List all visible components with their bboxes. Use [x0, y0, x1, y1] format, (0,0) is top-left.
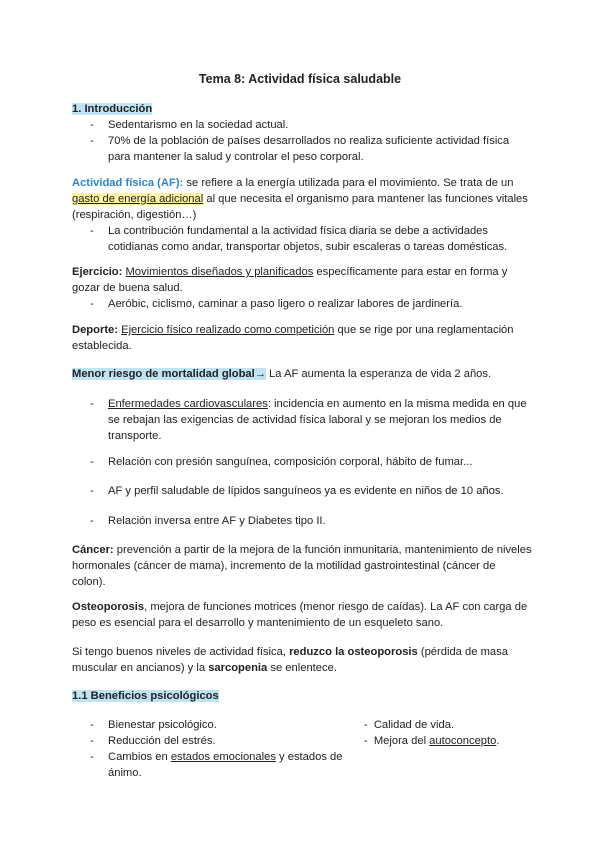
- psico-list-right: [364, 717, 532, 781]
- intro-list: [72, 117, 532, 165]
- list-item: - Sedentarismo en la sociedad actual.: [72, 117, 532, 133]
- ejercicio-section: [72, 264, 532, 312]
- af-paragraph: Actividad física (AF): se refiere a la energía utilizada para el movimiento. Se trata de un gasto de energía adicional al que necesita el organismo para mantener las funciones vitales (respiración, digestión…): [72, 177, 528, 221]
- af-list: [72, 223, 532, 255]
- intro-heading: 1. Introducción: [72, 103, 153, 115]
- niveles-section: Si tengo buenos niveles de actividad física, reduzco la osteoporosis (pérdida de masa muscular en ancianos) y la sarcopenia se enlentece.: [72, 646, 508, 674]
- psico-list-left: [72, 717, 364, 781]
- intro-section: [72, 101, 532, 165]
- list-item: - Cambios en estados emocionales y estados de ánimo.: [72, 749, 364, 781]
- deporte-section: Deporte: Ejercicio físico realizado como competición que se rige por una reglamentación establecida.: [72, 324, 514, 352]
- osteo-term: Osteoporosis: [72, 601, 145, 613]
- list-item: - La contribución fundamental a la actividad física diaria se debe a actividades cotidianas como andar, transportar objetos, subir escaleras o tareas domésticas.: [72, 223, 532, 255]
- list-item: - Aeróbic, ciclismo, caminar a paso ligero o realizar labores de jardinería.: [72, 296, 532, 312]
- psico-heading: 1.1 Beneficios psicológicos: [72, 690, 219, 702]
- mortalidad-list-4: [72, 513, 532, 529]
- cancer-term: Cáncer:: [72, 544, 114, 556]
- list-item: - Calidad de vida.: [364, 717, 532, 733]
- list-item: - 70% de la población de países desarrollados no realiza suficiente actividad física para mantener la salud y controlar el peso corporal.: [72, 133, 532, 165]
- psico-lists: [72, 717, 532, 781]
- mortalidad-list-3: [72, 483, 532, 499]
- list-item: - Relación con presión sanguínea, composición corporal, hábito de fumar...: [72, 454, 532, 470]
- list-item: - Enfermedades cardiovasculares: incidencia en aumento en la misma medida en que se rebajan las exigencias de actividad física laboral y se mejoran los medios de transporte.: [72, 396, 532, 444]
- mortalidad-paragraph: Menor riesgo de mortalidad global→ La AF aumenta la esperanza de vida 2 años.: [72, 368, 492, 380]
- arrow-icon: →: [254, 368, 266, 380]
- cancer-section: Cáncer: prevención a partir de la mejora de la función inmunitaria, mantenimiento de niveles hormonales (cáncer de mama), incremento de la motilidad gastrointestinal (cáncer de colon).: [72, 544, 532, 588]
- list-item: - Mejora del autoconcepto.: [364, 733, 532, 749]
- mortalidad-list-2: [72, 454, 532, 470]
- list-item: - Relación inversa entre AF y Diabetes tipo II.: [72, 513, 532, 529]
- deporte-term: Deporte:: [72, 324, 118, 336]
- mortalidad-term: Menor riesgo de mortalidad global: [72, 368, 255, 380]
- ejercicio-list: [72, 296, 532, 312]
- ejercicio-term: Ejercicio:: [72, 266, 123, 278]
- list-item: - Reducción del estrés.: [72, 733, 364, 749]
- list-item: - Bienestar psicológico.: [72, 717, 364, 733]
- mortalidad-list-1: [72, 396, 532, 444]
- page-title: Tema 8: Actividad física saludable: [198, 72, 402, 86]
- psico-section: [72, 688, 532, 704]
- list-item: - AF y perfil saludable de lípidos sanguíneos ya es evidente en niños de 10 años.: [72, 483, 532, 499]
- ejercicio-paragraph: Ejercicio: Movimientos diseñados y planificados específicamente para estar en forma y gozar de buena salud.: [72, 266, 508, 294]
- osteo-section: Osteoporosis, mejora de funciones motrices (menor riesgo de caídas). La AF con carga de peso es esencial para el desarrollo y mantenimiento de un esqueleto sano.: [72, 601, 528, 629]
- mortalidad-section: [72, 366, 532, 382]
- af-section: [72, 175, 532, 255]
- af-term: Actividad física (AF):: [72, 177, 184, 189]
- af-highlight: gasto de energía adicional: [72, 193, 204, 205]
